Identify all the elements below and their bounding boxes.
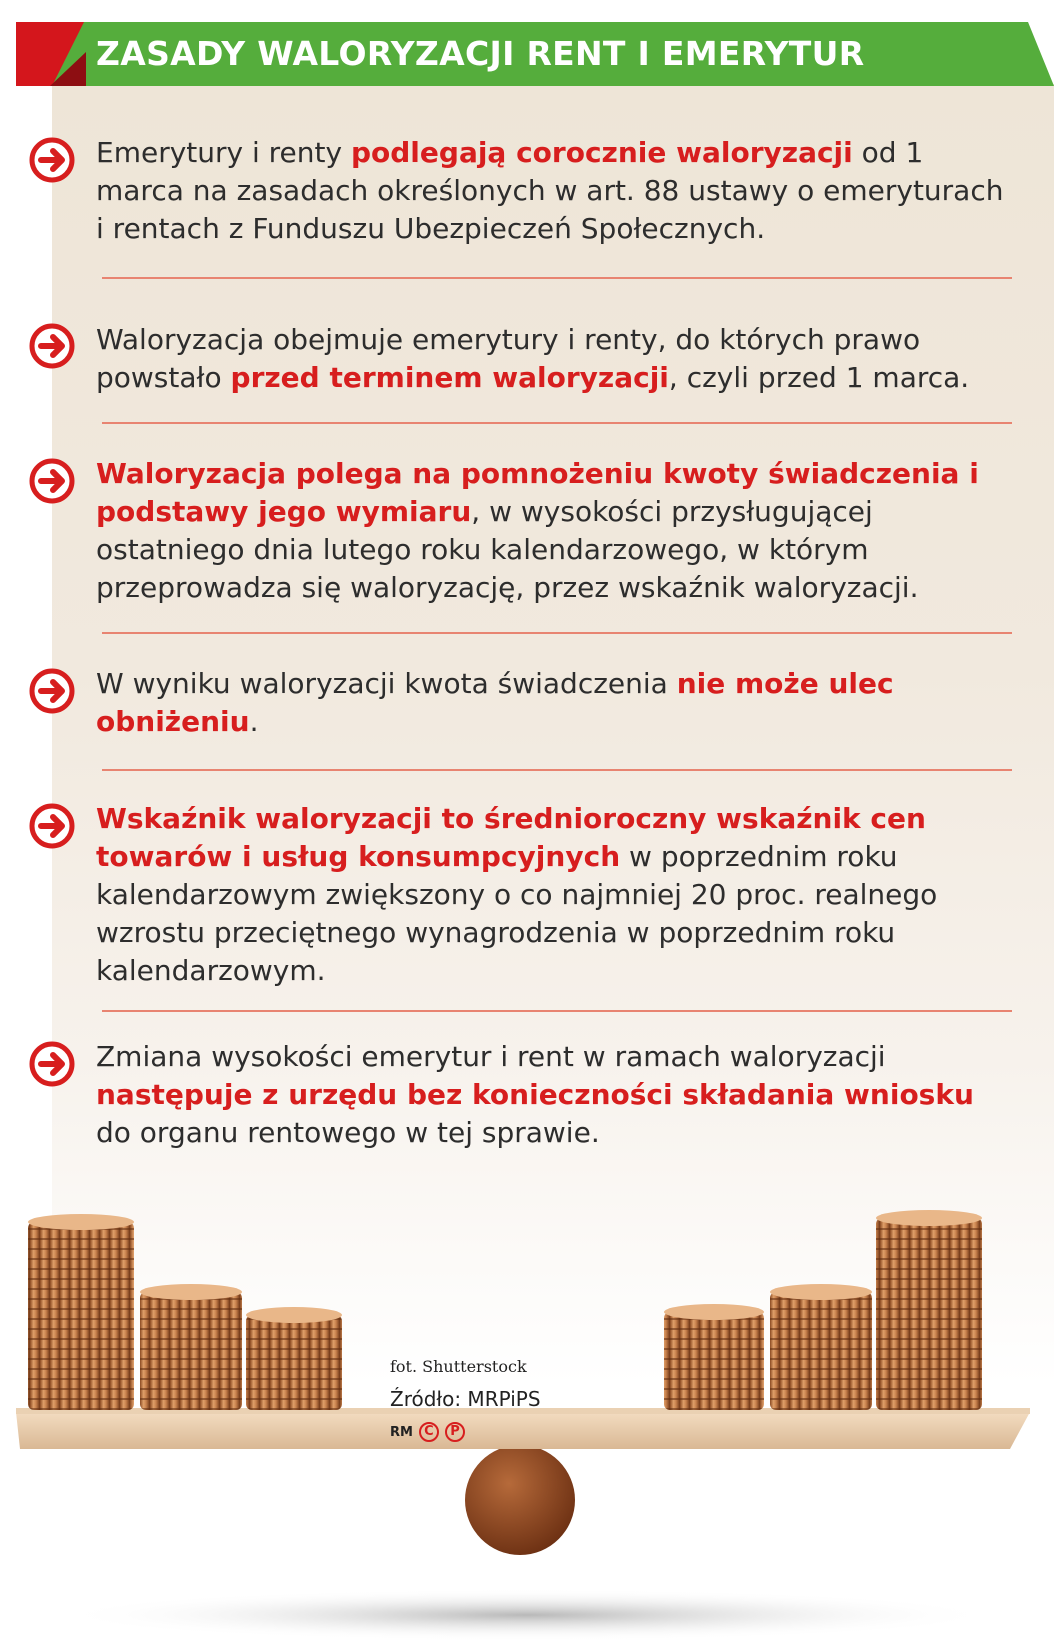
arrow-right-circle-icon [28,1040,76,1088]
coins-on-seesaw-image [0,1200,1054,1644]
rule-item [96,665,1016,741]
arrow-right-circle-icon [28,802,76,850]
rule-item [96,800,1016,990]
rights-label: RM [390,1424,413,1440]
rule-item [96,1038,1016,1152]
rule-text: Waloryzacja obejmuje emerytury i renty, do których prawo powstało [96,323,921,394]
rule-highlight: Wskaźnik waloryzacji to średnioroczny wskaźnik cen towarów i usług konsumpcyjnych [96,802,926,873]
rule-text: Zmiana wysokości emerytur i rent w ramach waloryzacji [96,1040,886,1073]
rule-text: od 1 marca na zasadach określonych w art. 88 ustawy o emeryturach i rentach z Funduszu Ubezpieczeń Społecznych. [96,136,1004,245]
rule-item [96,134,1016,248]
page-title: ZASADY WALORYZACJI RENT I EMERYTUR [96,34,865,73]
rule-text: , czyli przed 1 marca. [668,361,970,394]
phonogram-icon: P [445,1422,465,1442]
rule-highlight: nie może ulec obniżeniu [96,667,894,738]
rule-text: Emerytury i renty [96,136,351,169]
arrow-right-circle-icon [28,136,76,184]
source-credit: Źródło: MRPiPS [390,1387,541,1411]
rule-highlight: następuje z urzędu bez konieczności składania wniosku [96,1078,974,1111]
rule-item [96,321,1016,397]
rights-mark [390,1422,465,1442]
arrow-right-circle-icon [28,322,76,370]
photo-credit: fot. Shutterstock [390,1357,527,1376]
rule-text: W wyniku waloryzacji kwota świadczenia [96,667,677,700]
rule-text: w poprzednim roku kalendarzowym zwiększony o co najmniej 20 proc. realnego wzrostu przeciętnego wynagrodzenia w poprzednim roku kalendarzowym. [96,840,938,987]
divider [102,632,1012,634]
divider [102,1010,1012,1012]
rule-highlight: podlegają corocznie waloryzacji [350,136,853,169]
copyright-icon: C [419,1422,439,1442]
rule-text: do organu rentowego w tej sprawie. [96,1116,600,1149]
divider [102,277,1012,279]
rule-highlight: przed terminem waloryzacji [230,361,669,394]
rule-text: , w wysokości przysługującej ostatniego dnia lutego roku kalendarzowego, w którym przeprowadza się waloryzację, przez wskaźnik waloryzacji. [96,495,919,604]
divider [102,422,1012,424]
rule-highlight: Waloryzacja polega na pomnożeniu kwoty świadczenia i podstawy jego wymiaru [96,457,979,528]
rule-item [96,455,1016,607]
arrow-right-circle-icon [28,457,76,505]
arrow-right-circle-icon [28,667,76,715]
rule-text: . [249,705,259,738]
divider [102,769,1012,771]
